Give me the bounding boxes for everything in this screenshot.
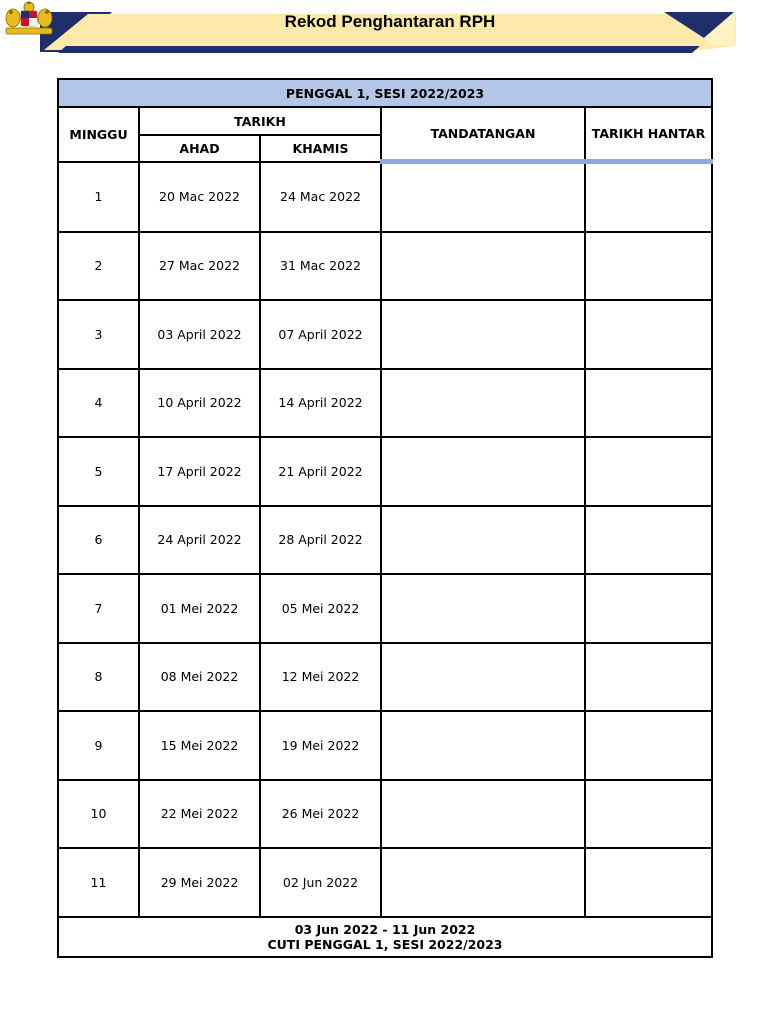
thursday-date: 12 Mei 2022 <box>260 643 381 712</box>
thursday-date: 19 Mei 2022 <box>260 711 381 780</box>
signature-cell[interactable] <box>381 780 585 849</box>
rph-record-table <box>57 78 713 958</box>
signature-cell[interactable] <box>381 643 585 712</box>
submission-date-cell[interactable] <box>585 232 712 301</box>
signature-cell[interactable] <box>381 574 585 643</box>
signature-cell[interactable] <box>381 437 585 506</box>
thursday-date: 14 April 2022 <box>260 369 381 438</box>
header-banner <box>0 0 768 60</box>
table-row <box>58 643 712 712</box>
thursday-date: 24 Mac 2022 <box>260 162 381 232</box>
holiday-footer <box>58 917 712 957</box>
table-row <box>58 162 712 232</box>
term-title: PENGGAL 1, SESI 2022/2023 <box>58 79 712 107</box>
submission-date-cell[interactable] <box>585 780 712 849</box>
submission-date-cell[interactable] <box>585 162 712 232</box>
sunday-date: 15 Mei 2022 <box>139 711 260 780</box>
header-minggu: MINGGU <box>58 107 139 161</box>
table-row <box>58 437 712 506</box>
thursday-date: 26 Mei 2022 <box>260 780 381 849</box>
week-number: 4 <box>58 369 139 438</box>
thursday-date: 21 April 2022 <box>260 437 381 506</box>
table-row <box>58 574 712 643</box>
week-number: 2 <box>58 232 139 301</box>
week-number: 10 <box>58 780 139 849</box>
sunday-date: 10 April 2022 <box>139 369 260 438</box>
sunday-date: 22 Mei 2022 <box>139 780 260 849</box>
submission-date-cell[interactable] <box>585 437 712 506</box>
holiday-dates: 03 Jun 2022 - 11 Jun 2022 <box>294 921 476 937</box>
submission-date-cell[interactable] <box>585 848 712 917</box>
week-number: 6 <box>58 506 139 575</box>
header-tandatangan: TANDATANGAN <box>381 107 585 161</box>
header-khamis: KHAMIS <box>260 135 381 161</box>
signature-cell[interactable] <box>381 711 585 780</box>
week-number: 11 <box>58 848 139 917</box>
sunday-date: 08 Mei 2022 <box>139 643 260 712</box>
sunday-date: 24 April 2022 <box>139 506 260 575</box>
week-number: 7 <box>58 574 139 643</box>
table-row <box>58 300 712 369</box>
table-row <box>58 232 712 301</box>
table-row <box>58 506 712 575</box>
holiday-label: CUTI PENGGAL 1, SESI 2022/2023 <box>267 936 503 952</box>
week-number: 1 <box>58 162 139 232</box>
sunday-date: 17 April 2022 <box>139 437 260 506</box>
signature-cell[interactable] <box>381 300 585 369</box>
thursday-date: 07 April 2022 <box>260 300 381 369</box>
jata-negara-emblem-icon <box>0 0 58 36</box>
thursday-date: 05 Mei 2022 <box>260 574 381 643</box>
submission-date-cell[interactable] <box>585 643 712 712</box>
table-row <box>58 369 712 438</box>
thursday-date: 31 Mac 2022 <box>260 232 381 301</box>
page-title: Rekod Penghantaran RPH <box>284 12 496 31</box>
header-ahad: AHAD <box>139 135 260 161</box>
signature-cell[interactable] <box>381 848 585 917</box>
thursday-date: 28 April 2022 <box>260 506 381 575</box>
submission-date-cell[interactable] <box>585 506 712 575</box>
table-row <box>58 711 712 780</box>
week-number: 3 <box>58 300 139 369</box>
submission-date-cell[interactable] <box>585 300 712 369</box>
signature-cell[interactable] <box>381 369 585 438</box>
sunday-date: 03 April 2022 <box>139 300 260 369</box>
thursday-date: 02 Jun 2022 <box>260 848 381 917</box>
signature-cell[interactable] <box>381 506 585 575</box>
sunday-date: 29 Mei 2022 <box>139 848 260 917</box>
week-number: 5 <box>58 437 139 506</box>
signature-cell[interactable] <box>381 232 585 301</box>
week-number: 9 <box>58 711 139 780</box>
sunday-date: 01 Mei 2022 <box>139 574 260 643</box>
sunday-date: 27 Mac 2022 <box>139 232 260 301</box>
week-number: 8 <box>58 643 139 712</box>
signature-cell[interactable] <box>381 162 585 232</box>
submission-date-cell[interactable] <box>585 369 712 438</box>
header-tarikh: TARIKH <box>139 107 381 135</box>
submission-date-cell[interactable] <box>585 711 712 780</box>
sunday-date: 20 Mac 2022 <box>139 162 260 232</box>
table-row <box>58 848 712 917</box>
table-row <box>58 780 712 849</box>
submission-date-cell[interactable] <box>585 574 712 643</box>
header-tarikh-hantar: TARIKH HANTAR <box>585 107 712 161</box>
